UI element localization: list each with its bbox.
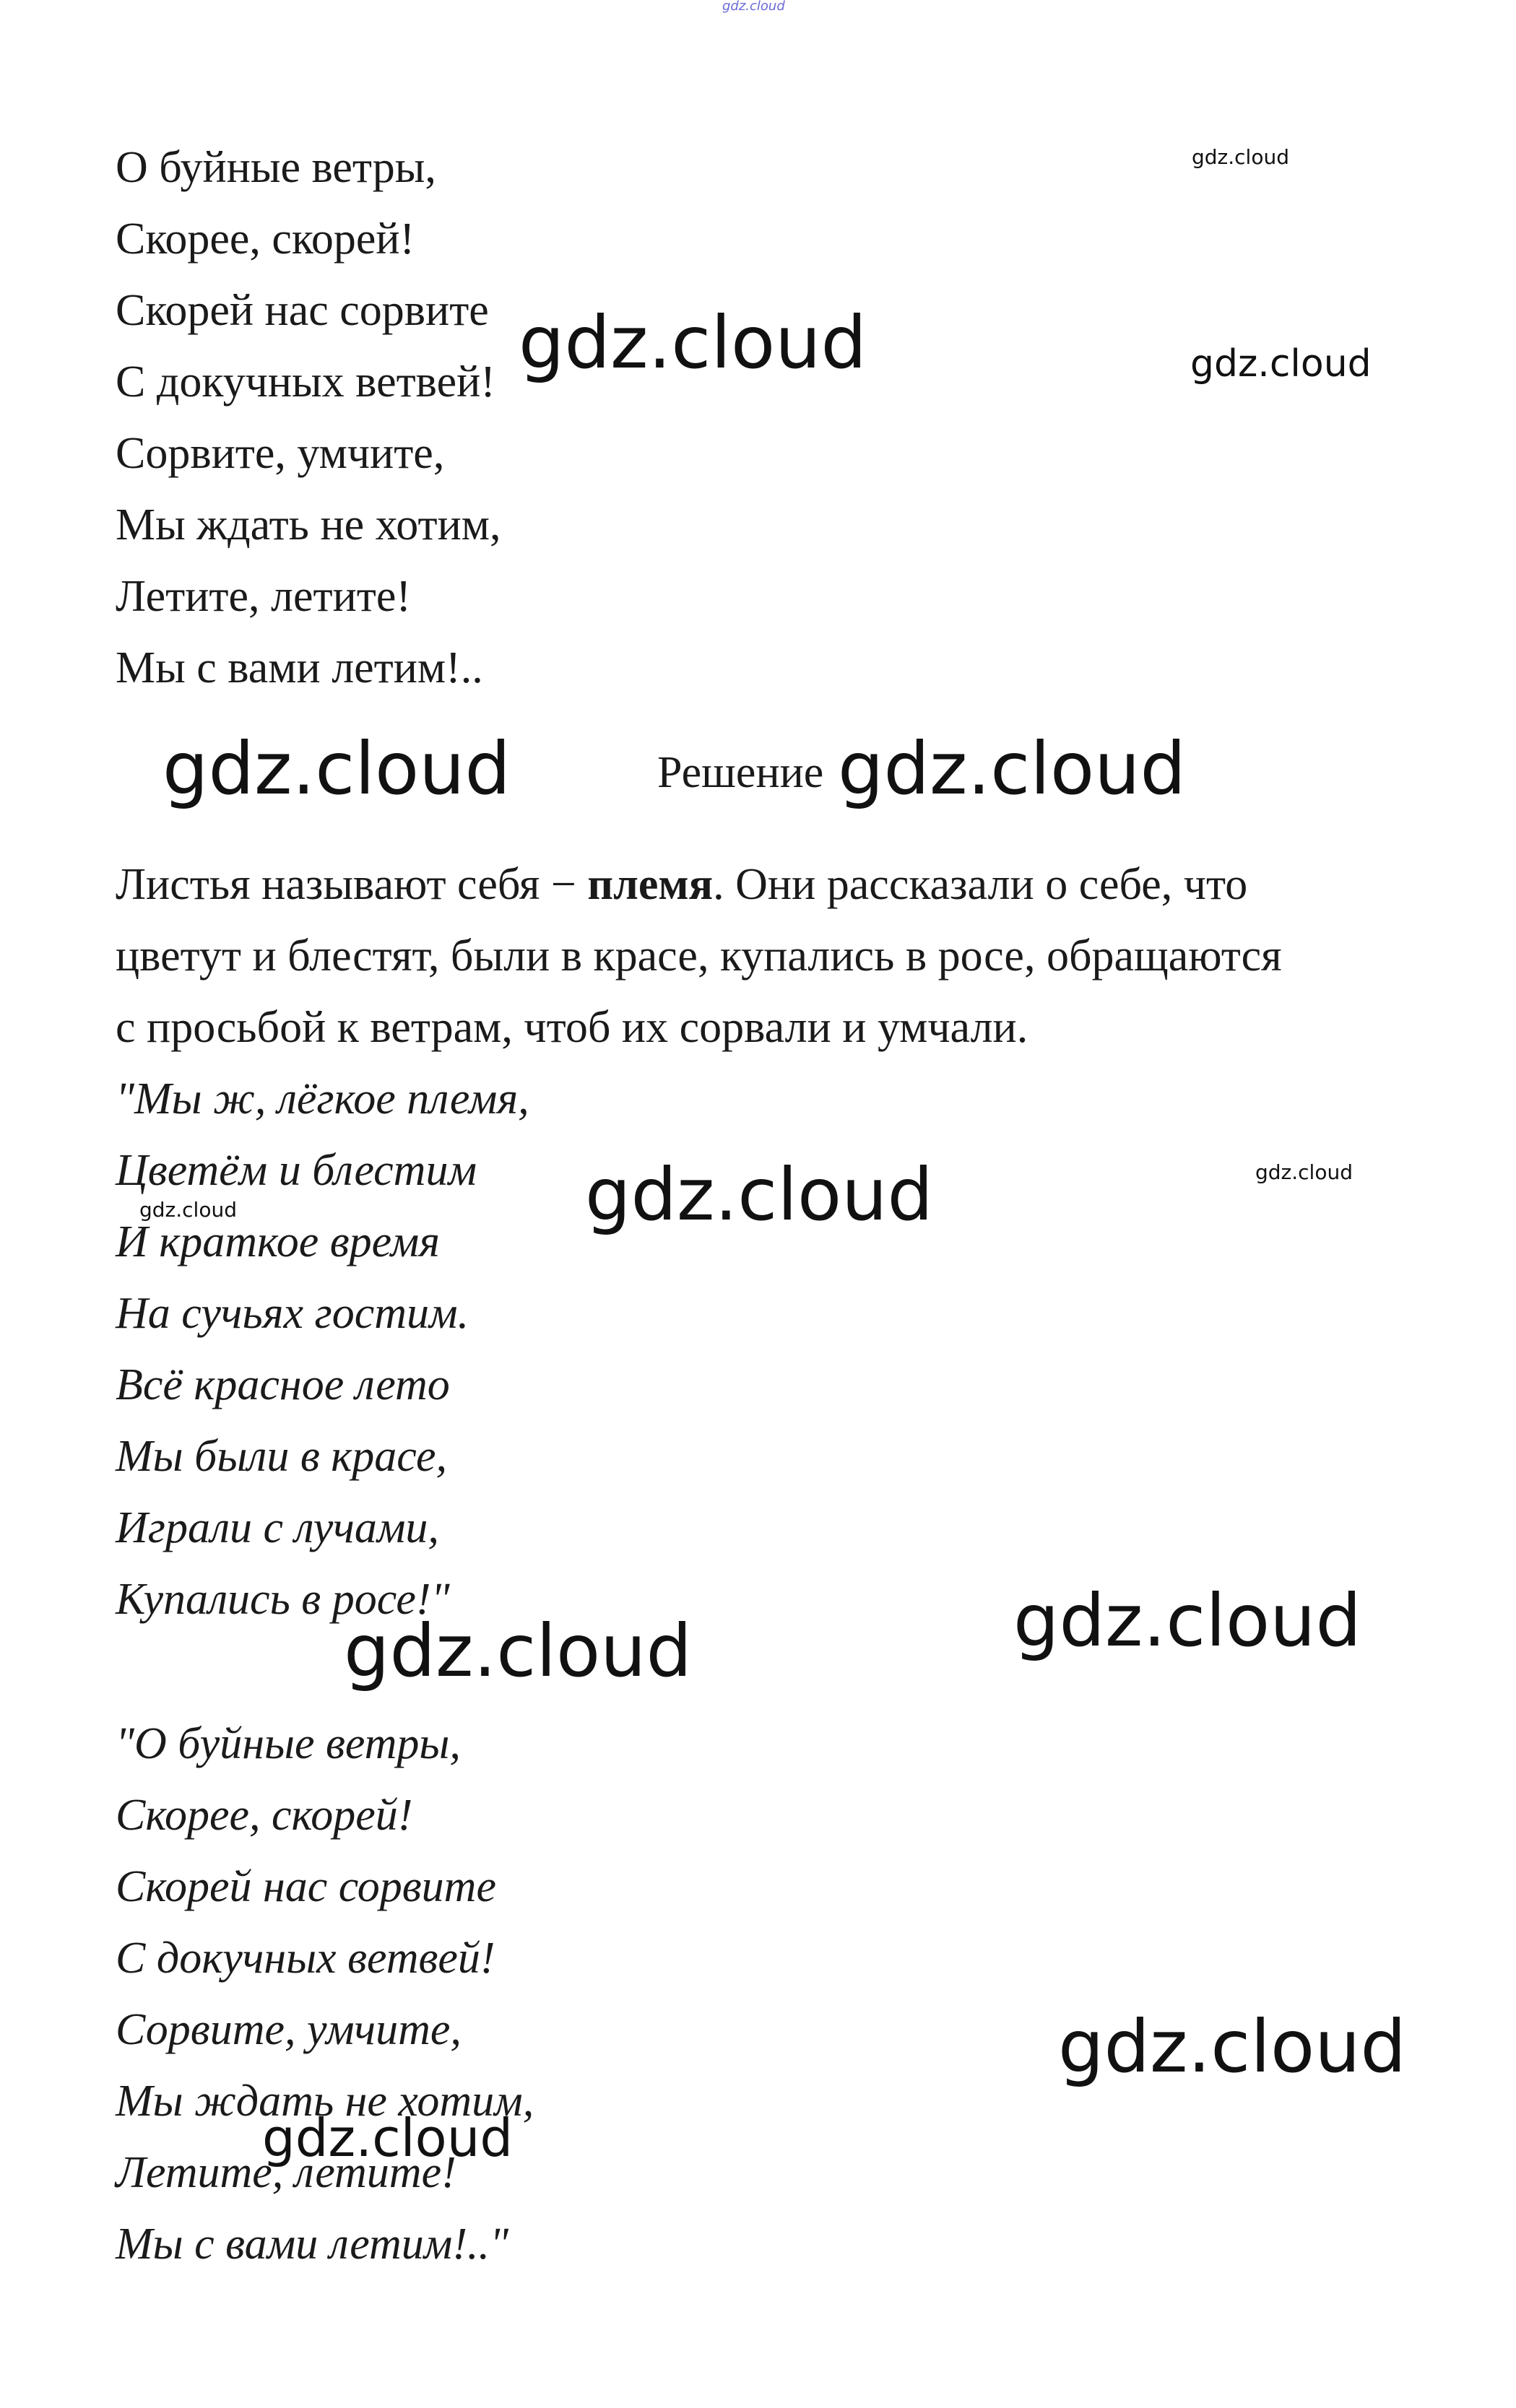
quote-line: Мы ждать не хотим, <box>116 2077 534 2126</box>
quote-line: И краткое время <box>116 1217 440 1266</box>
watermark: gdz.cloud <box>163 726 511 811</box>
quote-line: На сучьях гостим. <box>116 1289 469 1338</box>
watermark: gdz.cloud <box>585 1152 934 1237</box>
quote-line: Цветём и блестим <box>116 1146 477 1195</box>
paragraph-text: . Они рассказали о себе, что <box>713 860 1248 909</box>
paragraph-line: с просьбой к ветрам, чтоб их сорвали и умчали. <box>116 1003 1028 1052</box>
quote-line: Скорей нас сорвите <box>116 1862 496 1911</box>
watermark: gdz.cloud <box>1192 145 1289 169</box>
paragraph-line <box>116 856 1247 913</box>
poem-line: Летите, летите! <box>116 572 412 621</box>
watermark: gdz.cloud <box>519 300 867 385</box>
watermark: gdz.cloud <box>139 1198 237 1222</box>
poem-line: Скорей нас сорвите <box>116 286 489 335</box>
quote-line: Летите, летите! <box>116 2148 456 2197</box>
poem-line: О буйные ветры, <box>116 143 436 192</box>
poem-line: С докучных ветвей! <box>116 357 495 407</box>
quote-line: "Мы ж, лёгкое племя, <box>116 1074 529 1123</box>
watermark: gdz.cloud <box>1013 1578 1362 1663</box>
poem-line: Мы ждать не хотим, <box>116 500 501 549</box>
quote-line: Купались в росе!" <box>116 1575 450 1624</box>
quote-line: Играли с лучами, <box>116 1503 439 1552</box>
paragraph-text: Листья называют себя − <box>116 860 588 909</box>
bold-term: племя <box>587 860 714 909</box>
watermark: gdz.cloud <box>838 726 1187 811</box>
quote-line: Всё красное лето <box>116 1360 450 1409</box>
watermark: gdz.cloud <box>344 1609 693 1693</box>
poem-line: Скорее, скорей! <box>116 214 415 264</box>
watermark: gdz.cloud <box>262 2108 514 2168</box>
quote-line: С докучных ветвей! <box>116 1934 495 1983</box>
quote-line: Мы были в красе, <box>116 1432 447 1481</box>
quote-line: Скорее, скорей! <box>116 1791 413 1840</box>
poem-line: Сорвите, умчите, <box>116 429 445 478</box>
quote-line: Сорвите, умчите, <box>116 2005 462 2054</box>
watermark: gdz.cloud <box>1255 1160 1353 1184</box>
watermark-top: gdz.cloud <box>722 0 785 14</box>
watermark: gdz.cloud <box>1058 2004 1407 2089</box>
solution-heading: Решение <box>657 748 824 797</box>
quote-line: "О буйные ветры, <box>116 1719 461 1768</box>
paragraph-line: цветут и блестят, были в красе, купались в росе, обращаются <box>116 931 1282 981</box>
quote-line: Мы с вами летим!.." <box>116 2220 509 2269</box>
watermark: gdz.cloud <box>1190 342 1372 386</box>
poem-line: Мы с вами летим!.. <box>116 643 483 692</box>
